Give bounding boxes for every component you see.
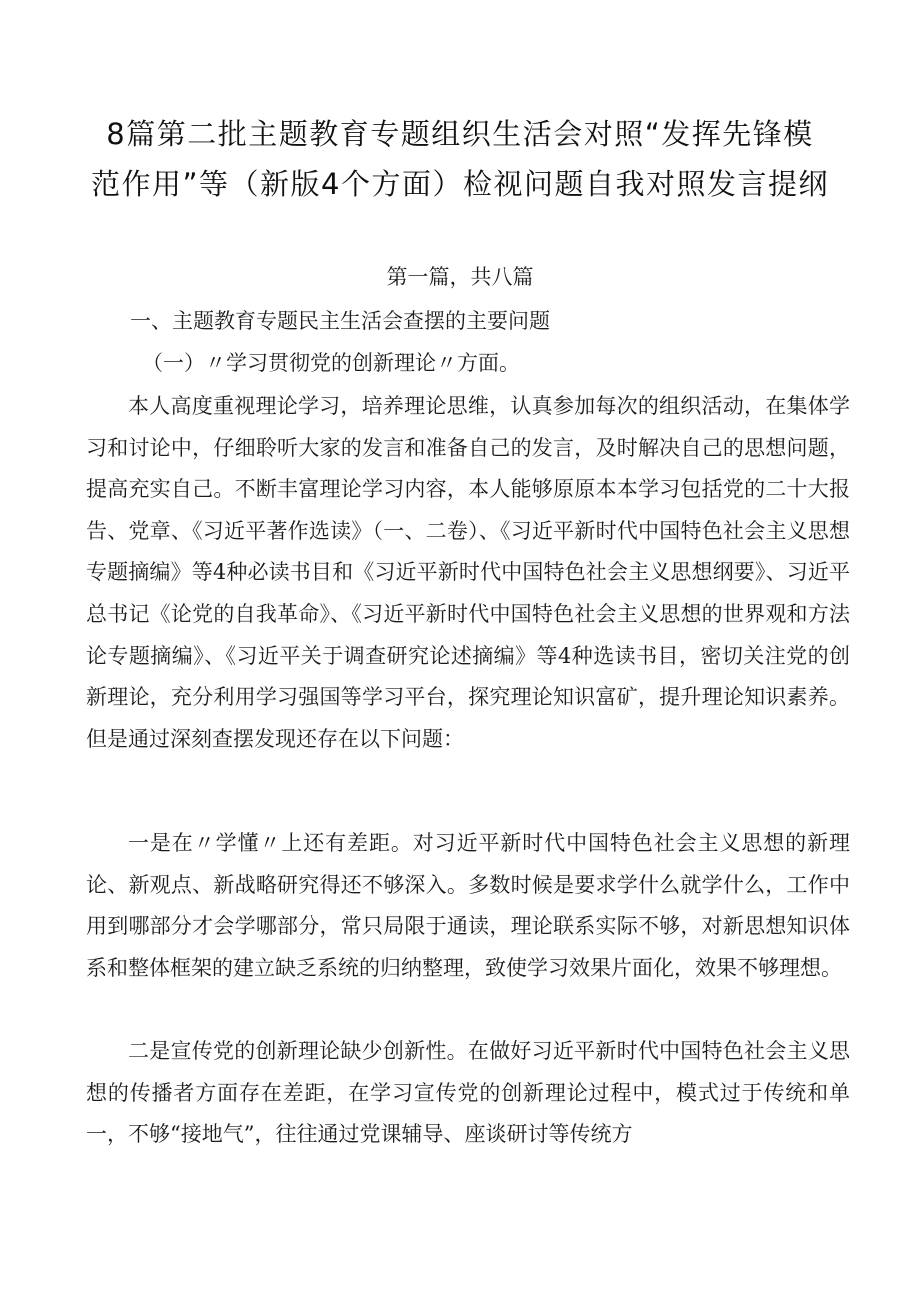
- paragraph-intro: 本人高度重视理论学习，培养理论思维，认真参加每次的组织活动，在集体学习和讨论中，仔细聆听大家的发言和准备自己的发言，及时解决自己的思想问题，提高充实自己。不断丰富理论学习内容，本人能够原原本本学习包括党的二十大报告、党章、《习近平著作选读》（一、二卷）、《习近平新时代中国特色社会主义思想专题摘编》等4种必读书目和《习近平新时代中国特色社会主义思想纲要》、习近平总书记《论党的自我革命》、《习近平新时代中国特色社会主义思想的世界观和方法论专题摘编》、《习近平关于调查研究论述摘编》等4种选读书目，密切关注党的创新理论，充分利用学习强国等学习平台，探究理论知识富矿，提升理论知识素养。但是通过深刻查摆发现还存在以下问题：: [86, 394, 850, 751]
- document-title-line-2: 范作用”等（新版4个方面）检视问题自我对照发言提纲: [91, 167, 829, 201]
- paragraph-problem-1: 一是在〃学懂〃上还有差距。对习近平新时代中国特色社会主义思想的新理论、新观点、新战略研究得还不够深入。多数时候是要求学什么就学什么，工作中用到哪部分才会学哪部分，常只局限于通读，理论联系实际不够，对新思想知识体系和整体框架的建立缺乏系统的归纳整理，致使学习效果片面化，效果不够理想。: [86, 831, 850, 980]
- document-title-line-1: 8篇第二批主题教育专题组织生活会对照“发挥先锋模: [106, 117, 814, 151]
- heading-level-1: 一、主题教育专题民主生活会查摆的主要问题: [130, 309, 550, 333]
- section-heading: 第一篇，共八篇: [386, 265, 534, 289]
- paragraph-problem-2: 二是宣传党的创新理论缺少创新性。在做好习近平新时代中国特色社会主义思想的传播者方面存在差距，在学习宣传党的创新理论过程中，模式过于传统和单一，不够“接地气”，往往通过党课辅导、座谈研讨等传统方: [86, 1039, 850, 1147]
- heading-level-2: （一）〃学习贯彻党的创新理论〃方面。: [142, 351, 520, 375]
